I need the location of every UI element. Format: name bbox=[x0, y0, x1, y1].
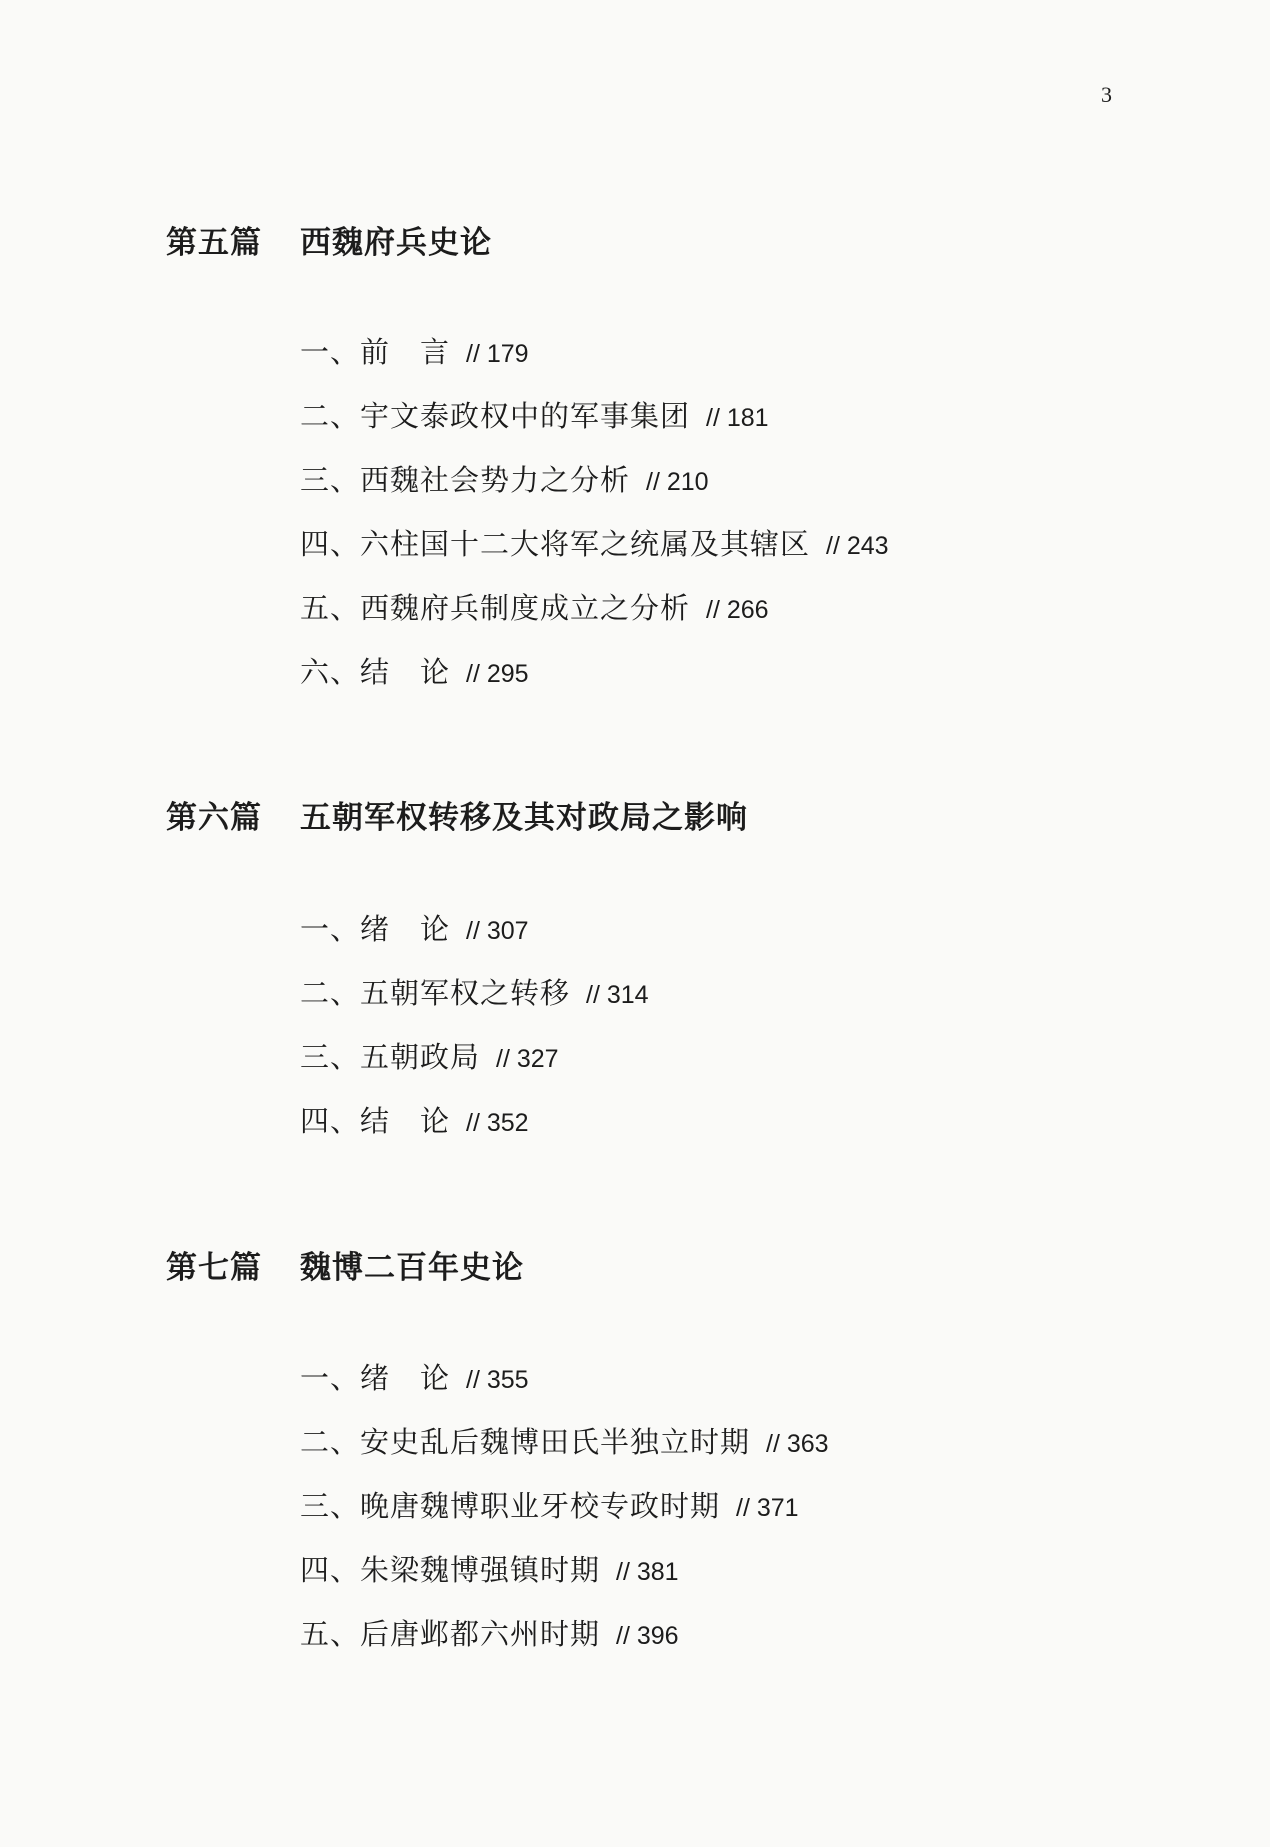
toc-entry bbox=[300, 912, 529, 946]
toc-entry bbox=[300, 1617, 679, 1651]
toc-entry bbox=[300, 1425, 829, 1459]
part-heading bbox=[166, 800, 748, 836]
entry-title: 四、结 论 bbox=[300, 1104, 451, 1138]
toc-entry bbox=[300, 1104, 529, 1138]
entry-title: 三、晚唐魏博职业牙校专政时期 bbox=[300, 1489, 721, 1523]
entry-page: // 352 bbox=[466, 1109, 529, 1137]
entry-page: // 295 bbox=[466, 660, 529, 688]
toc-entry bbox=[300, 591, 769, 625]
entry-page: // 179 bbox=[466, 340, 529, 368]
toc-entry bbox=[300, 335, 529, 369]
entry-title: 四、朱梁魏博强镇时期 bbox=[300, 1553, 601, 1587]
toc-entry bbox=[300, 1489, 799, 1523]
toc-entry bbox=[300, 1553, 679, 1587]
entry-page: // 181 bbox=[706, 404, 769, 432]
entry-title: 四、六柱国十二大将军之统属及其辖区 bbox=[300, 527, 811, 561]
entry-title: 二、宇文泰政权中的军事集团 bbox=[300, 399, 691, 433]
entry-page: // 266 bbox=[706, 596, 769, 624]
entry-page: // 381 bbox=[616, 1558, 679, 1586]
part-label: 第六篇 bbox=[166, 800, 262, 836]
part-label: 第五篇 bbox=[166, 225, 262, 261]
entry-page: // 396 bbox=[616, 1622, 679, 1650]
part-heading bbox=[166, 1250, 524, 1286]
part-title: 西魏府兵史论 bbox=[300, 225, 492, 261]
entry-page: // 363 bbox=[766, 1430, 829, 1458]
toc-entry bbox=[300, 655, 529, 689]
entry-page: // 355 bbox=[466, 1366, 529, 1394]
toc-entry bbox=[300, 399, 769, 433]
toc-entry bbox=[300, 1361, 529, 1395]
part-label: 第七篇 bbox=[166, 1250, 262, 1286]
entry-page: // 307 bbox=[466, 917, 529, 945]
entry-page: // 210 bbox=[646, 468, 709, 496]
entry-title: 二、五朝军权之转移 bbox=[300, 976, 571, 1010]
entry-title: 一、前 言 bbox=[300, 335, 451, 369]
entry-page: // 314 bbox=[586, 981, 649, 1009]
part-title: 五朝军权转移及其对政局之影响 bbox=[300, 800, 748, 836]
entry-title: 五、西魏府兵制度成立之分析 bbox=[300, 591, 691, 625]
toc-entry bbox=[300, 976, 649, 1010]
part-heading bbox=[166, 225, 492, 261]
page-number: 3 bbox=[1101, 82, 1112, 107]
entry-title: 五、后唐邺都六州时期 bbox=[300, 1617, 601, 1651]
part-title: 魏博二百年史论 bbox=[300, 1250, 524, 1286]
entry-title: 三、西魏社会势力之分析 bbox=[300, 463, 631, 497]
toc-entry bbox=[300, 527, 889, 561]
entry-page: // 371 bbox=[736, 1494, 799, 1522]
toc-entry bbox=[300, 1040, 559, 1074]
entry-title: 二、安史乱后魏博田氏半独立时期 bbox=[300, 1425, 751, 1459]
toc-entry bbox=[300, 463, 709, 497]
entry-title: 六、结 论 bbox=[300, 655, 451, 689]
entry-title: 一、绪 论 bbox=[300, 912, 451, 946]
entry-page: // 327 bbox=[496, 1045, 559, 1073]
entry-title: 三、五朝政局 bbox=[300, 1040, 481, 1074]
entry-title: 一、绪 论 bbox=[300, 1361, 451, 1395]
entry-page: // 243 bbox=[826, 532, 889, 560]
